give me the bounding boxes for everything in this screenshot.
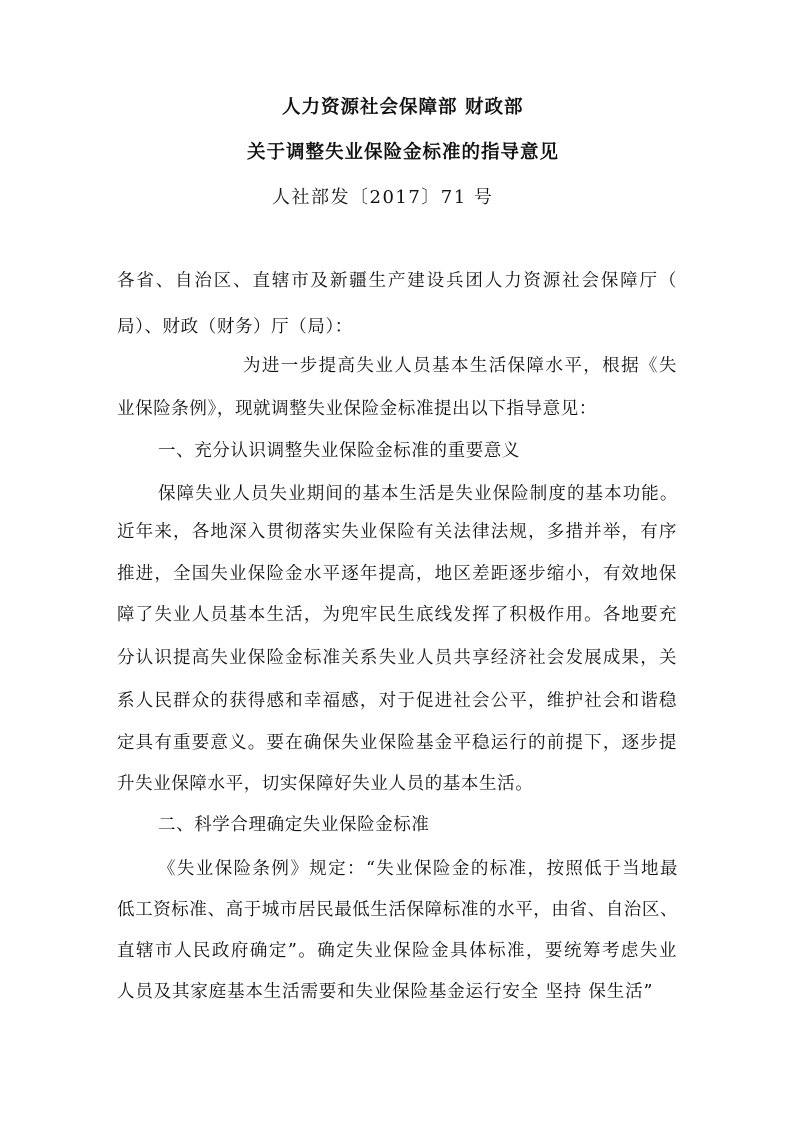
title-line-2: 关于调整失业保险金标准的指导意见 (247, 142, 560, 163)
salutation-line-2: 局）、财政（财务）厅（局）： (117, 317, 353, 337)
intro-line-2: 业保险条例》，现就调整失业保险金标准提出以下指导意见： (117, 399, 597, 419)
intro-line-1: 为进一步提高失业人员基本生活保障水平，根据《失 (243, 356, 677, 376)
section-1-paragraph-line: 保障失业人员失业期间的基本生活是失业保险制度的基本功能。 (158, 484, 678, 504)
section-1-paragraph-line: 分认识提高失业保险金标准关系失业人员共享经济社会发展成果，关 (117, 648, 677, 668)
salutation-line-1: 各省、自治区、直辖市及新疆生产建设兵团人力资源社会保障厅（ (117, 271, 677, 291)
section-1-paragraph-line: 推进，全国失业保险金水平逐年提高，地区差距逐步缩小，有效地保 (117, 564, 677, 584)
section-2-paragraph-line: 低工资标准、高于城市居民最低生活保障标准的水平，由省、自治区、 (117, 900, 679, 920)
document-number: 人社部发〔2017〕71 号 (272, 187, 494, 208)
title-line-1: 人力资源社会保障部 财政部 (282, 97, 524, 118)
section-1-heading: 一、充分认识调整失业保险金标准的重要意义 (158, 441, 520, 461)
section-2-paragraph-line: 《失业保险条例》规定：“失业保险金的标准，按照低于当地最 (158, 859, 678, 879)
section-1-paragraph-line: 系人民群众的获得感和幸福感，对于促进社会公平，维护社会和谐稳 (117, 691, 677, 711)
section-2-heading: 二、科学合理确定失业保险金标准 (158, 815, 430, 835)
section-1-paragraph-line: 障了失业人员基本生活，为兜牢民生底线发挥了积极作用。各地要充 (117, 605, 677, 625)
section-1-paragraph-line: 定具有重要意义。要在确保失业保险基金平稳运行的前提下，逐步提 (117, 733, 677, 753)
section-1-paragraph-line: 升失业保障水平，切实保障好失业人员的基本生活。 (117, 774, 534, 794)
section-2-paragraph-line: 直辖市人民政府确定”。确定失业保险金具体标准，要统筹考虑失业 (117, 941, 677, 961)
section-2-paragraph-line: 人员及其家庭基本生活需要和失业保险基金运行安全 坚持 保生活” (117, 982, 653, 1002)
section-1-paragraph-line: 近年来，各地深入贯彻落实失业保险有关法律法规，多措并举，有序 (117, 522, 677, 542)
